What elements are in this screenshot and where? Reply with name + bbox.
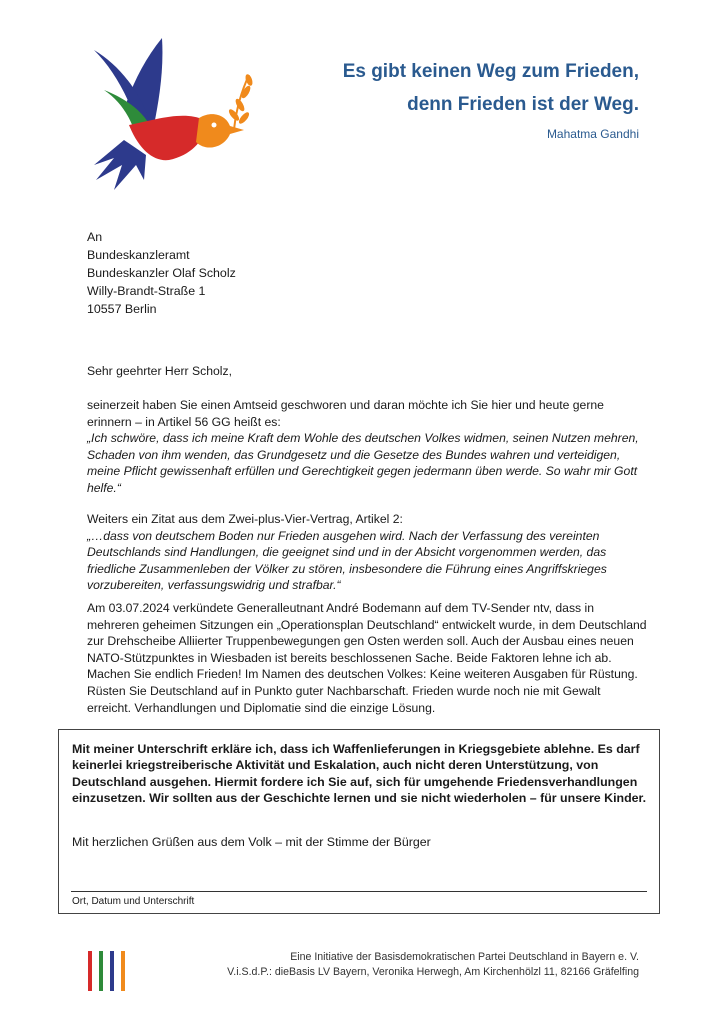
quote-line-2: denn Frieden ist der Weg. (407, 94, 639, 115)
statement-paragraph (87, 600, 647, 716)
signature-box (58, 729, 660, 914)
address-line: 10557 Berlin (87, 302, 157, 316)
signature-line[interactable] (71, 891, 647, 892)
statement-text-1: Am 03.07.2024 verkündete Generalleutnant André Bodemann auf dem TV-Sender ntv, dass in mehreren geheimen Sitzungen ein „Operationsplan Deutschland“ entwickelt wurde, in dem Deutschland zur Drehscheibe Alliierter Truppenbewegungen gen Osten werden soll. Auch der Ausbau eines neuen NATO-Stützpunktes in Wiesbaden ist bereits beschlossenen Sache. Beide Faktoren lehne ich ab. (87, 601, 647, 665)
footer-initiative: Eine Initiative der Basisdemokratischen Partei Deutschland in Bayern e. V. (290, 951, 639, 963)
signature-caption: Ort, Datum und Unterschrift (72, 896, 195, 907)
peace-dove-icon (84, 30, 254, 195)
salutation: Sehr geehrter Herr Scholz, (87, 364, 232, 378)
statement-text-2: Machen Sie endlich Frieden! Im Namen des deutschen Volkes: Keine weiteren Ausgaben für Rüstung. Rüsten Sie Deutschland auf in Punkto guter Nachbarschaft. Frieden wurde noch nie mit Gewalt erreicht. Verhandlungen und Diplomatie sind die einzige Lösung. (87, 667, 638, 715)
address-line: Willy-Brandt-Straße 1 (87, 284, 206, 298)
treaty-intro: Weiters ein Zitat aus dem Zwei-plus-Vier-Vertrag, Artikel 2: (87, 512, 403, 526)
quote-author: Mahatma Gandhi (546, 127, 639, 141)
footer-imprint: V.i.S.d.P.: dieBasis LV Bayern, Veronika Herwegh, Am Kirchenhölzl 11, 82166 Gräfelfing (227, 966, 639, 978)
address-line: An (87, 230, 103, 244)
oath-paragraph (87, 397, 647, 497)
signature-greeting: Mit herzlichen Grüßen aus dem Volk – mit der Stimme der Bürger (72, 835, 431, 849)
signature-declaration: Mit meiner Unterschrift erkläre ich, dass ich Waffenlieferungen in Kriegsgebiete ablehne. Es darf keinerlei kriegstreiberische Aktivität und Eskalation, auch nicht deren Unterstützung, von Deutschland ausgehen. Hiermit fordere ich Sie auf, sich für umgehende Friedensverhandlungen einzusetzen. Wir sollten aus der Geschichte lernen und sie nicht wiederholen – für unsere Kinder. (72, 742, 647, 806)
party-logo-bars-icon (88, 951, 128, 991)
recipient-address (87, 228, 236, 318)
address-line: Bundeskanzler Olaf Scholz (87, 266, 236, 280)
treaty-quote: „…dass von deutschem Boden nur Frieden ausgehen wird. Nach der Verfassung des vereinten Deutschlands sind Handlungen, die geeignet sind und in der Absicht vorgenommen werden, das friedliche Zusammenleben der Völker zu stören, insbesondere die Führung eines Angriffskrieges vorzubereiten, verfassungswidrig und strafbar.“ (87, 528, 607, 593)
oath-quote: „Ich schwöre, dass ich meine Kraft dem Wohle des deutschen Volkes widmen, seinen Nutzen mehren, Schaden von ihm wenden, das Grundgesetz und die Gesetze des Bundes wahren und verteidigen, meine Pflicht gewissenhaft erfüllen und Gerechtigkeit gegen jedermann üben werde. So wahr mir Gott helfe.“ (87, 431, 639, 495)
treaty-paragraph (87, 511, 647, 594)
oath-intro: seinerzeit haben Sie einen Amtseid geschworen und daran möchte ich Sie hier und heute gerne erinnern – in Artikel 56 GG heißt es: (87, 398, 604, 429)
quote-line-1: Es gibt keinen Weg zum Frieden, (342, 61, 639, 82)
address-line: Bundeskanzleramt (87, 248, 190, 262)
